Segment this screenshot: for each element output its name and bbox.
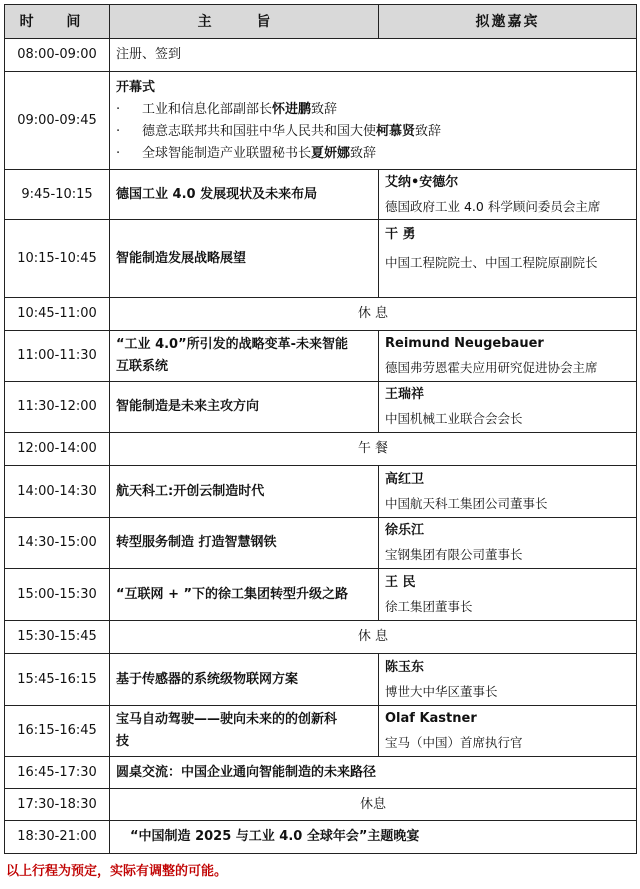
speaker-name: 夏妍娜: [311, 145, 351, 161]
guest-name: 王 民: [385, 574, 416, 590]
guest-cell: [379, 170, 637, 220]
guest-cell: [379, 518, 637, 569]
topic-cell: 转型服务制造 打造智慧钢铁: [110, 518, 379, 569]
topic-line: 技: [116, 734, 130, 749]
guest-title: 宝马（中国）首席执行官: [385, 735, 523, 750]
speech-suffix: 致辞: [311, 101, 338, 117]
guest-name: Olaf Kastner: [385, 711, 477, 726]
topic-cell: 德国工业 4.0 发展现状及未来布局: [110, 170, 379, 220]
time-cell: 15:30-15:45: [5, 621, 110, 654]
guest-name: 陈玉东: [385, 659, 425, 675]
table-row: [5, 382, 637, 433]
topic-cell: 智能制造是未来主攻方向: [110, 382, 379, 433]
guest-title: 中国航天科工集团公司董事长: [385, 495, 548, 511]
header-row: [5, 5, 637, 39]
guest-cell: [379, 331, 637, 382]
guest-title: 德国弗劳恩霍夫应用研究促进协会主席: [385, 360, 598, 375]
time-cell: 18:30-21:00: [5, 821, 110, 854]
table-row: [5, 433, 637, 466]
guest-name: Reimund Neugebauer: [385, 336, 544, 351]
break-cell: 午 餐: [110, 433, 637, 466]
table-row: [5, 72, 637, 170]
opening-bullet: [116, 145, 630, 163]
time-cell: 14:30-15:00: [5, 518, 110, 569]
speaker-name: 柯慕贤: [376, 123, 416, 139]
break-cell: 休 息: [110, 621, 637, 654]
guest-title: 德国政府工业 4.0 科学顾问委员会主席: [385, 198, 601, 214]
break-cell: 休 息: [110, 298, 637, 331]
opening-title: 开幕式: [116, 79, 156, 95]
header-guest: 拟邀嘉宾: [379, 5, 637, 39]
table-row: [5, 170, 637, 220]
guest-name: 徐乐江: [385, 523, 425, 538]
bullet-dot: ·: [116, 101, 121, 117]
time-cell: 10:15-10:45: [5, 220, 110, 298]
speech-role: 工业和信息化部副部长: [142, 101, 273, 117]
speech-role: 全球智能制造产业联盟秘书长: [142, 145, 312, 161]
time-cell: 08:00-09:00: [5, 39, 110, 72]
table-row: [5, 331, 637, 382]
time-cell: 14:00-14:30: [5, 466, 110, 518]
guest-name: 艾纳•安德尔: [385, 174, 459, 190]
time-cell: 11:30-12:00: [5, 382, 110, 433]
speech-suffix: 致辞: [350, 145, 377, 161]
topic-cell: “中国制造 2025 与工业 4.0 全球年会”主题晚宴: [110, 821, 637, 854]
time-cell: 17:30-18:30: [5, 789, 110, 821]
header-time: 时 间: [5, 5, 110, 39]
speech-suffix: 致辞: [415, 123, 442, 139]
break-cell: 休息: [110, 789, 637, 821]
table-row: [5, 654, 637, 706]
opening-bullet: [116, 123, 630, 141]
table-row: [5, 518, 637, 569]
footnote-text: 以上行程为预定，实际有调整的可能。: [6, 864, 228, 879]
guest-cell: [379, 382, 637, 433]
table-row: [5, 757, 637, 789]
topic-cell: [110, 706, 379, 757]
table-row: [5, 39, 637, 72]
table-row: [5, 706, 637, 757]
topic-cell: “互联网 + ”下的徐工集团转型升级之路: [110, 569, 379, 621]
agenda-table: [4, 4, 637, 854]
guest-title: 中国工程院院士、中国工程院原副院长: [385, 255, 598, 270]
guest-name: 高红卫: [385, 471, 425, 487]
table-row: [5, 466, 637, 518]
guest-cell: [379, 466, 637, 518]
time-cell: 11:00-11:30: [5, 331, 110, 382]
bullet-dot: ·: [116, 123, 121, 139]
topic-cell: 智能制造发展战略展望: [110, 220, 379, 298]
topic-line: 互联系统: [116, 359, 169, 374]
topic-line: “工业 4.0”所引发的战略变革-未来智能: [116, 337, 349, 352]
table-row: [5, 621, 637, 654]
guest-title: 徐工集团董事长: [385, 598, 473, 614]
topic-cell: [110, 331, 379, 382]
topic-cell: 基于传感器的系统级物联网方案: [110, 654, 379, 706]
agenda-sheet: [4, 4, 636, 854]
speech-role: 德意志联邦共和国驻中华人民共和国大使: [142, 123, 377, 139]
speaker-name: 怀进鹏: [272, 101, 312, 117]
guest-cell: [379, 706, 637, 757]
time-cell: 12:00-14:00: [5, 433, 110, 466]
topic-cell: 注册、签到: [110, 39, 637, 72]
guest-title: 博世大中华区董事长: [385, 683, 498, 699]
time-cell: 16:45-17:30: [5, 757, 110, 789]
time-cell: 15:00-15:30: [5, 569, 110, 621]
guest-title: 宝钢集团有限公司董事长: [385, 547, 523, 562]
topic-cell: 圆桌交流：中国企业通向智能制造的未来路径: [110, 757, 637, 789]
table-row: [5, 220, 637, 298]
time-cell: 10:45-11:00: [5, 298, 110, 331]
guest-cell: [379, 220, 637, 298]
table-row: [5, 298, 637, 331]
guest-cell: [379, 654, 637, 706]
table-row: [5, 569, 637, 621]
guest-name: 干 勇: [385, 227, 416, 242]
bullet-dot: ·: [116, 145, 121, 161]
topic-cell: 航天科工:开创云制造时代: [110, 466, 379, 518]
guest-title: 中国机械工业联合会会长: [385, 411, 523, 426]
header-topic: 主 旨: [110, 5, 379, 39]
guest-cell: [379, 569, 637, 621]
time-cell: 9:45-10:15: [5, 170, 110, 220]
table-row: [5, 821, 637, 854]
opening-cell: [110, 72, 637, 170]
opening-bullet: [116, 101, 630, 119]
time-cell: 09:00-09:45: [5, 72, 110, 170]
topic-line: 宝马自动驾驶——驶向未来的的创新科: [116, 712, 338, 727]
table-row: [5, 789, 637, 821]
time-cell: 16:15-16:45: [5, 706, 110, 757]
time-cell: 15:45-16:15: [5, 654, 110, 706]
guest-name: 王瑞祥: [385, 387, 425, 402]
